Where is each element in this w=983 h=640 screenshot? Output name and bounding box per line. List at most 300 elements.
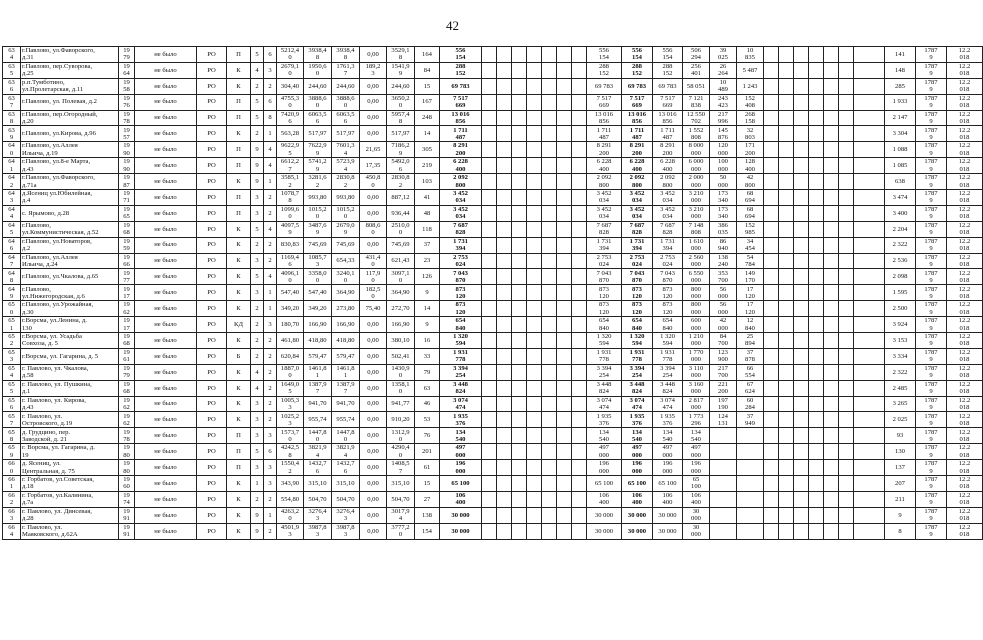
cell-empty — [482, 126, 497, 142]
cell-empty — [542, 142, 557, 158]
cell-empty — [542, 412, 557, 428]
cell-s1: 196 000 — [587, 460, 622, 476]
cell-s7: 2 147 — [885, 110, 916, 126]
cell-prev: не было — [135, 507, 197, 523]
cell-no: 64 3 — [3, 190, 21, 206]
cell-empty — [482, 301, 497, 317]
cell-empty — [764, 285, 779, 301]
cell-d1: 1787 9 — [916, 174, 947, 190]
cell-s6 — [854, 523, 885, 539]
cell-ro: РО — [197, 126, 227, 142]
cell-a5: 621,43 — [387, 253, 415, 269]
cell-s7: 2 500 — [885, 301, 916, 317]
cell-s7: 3 924 — [885, 317, 916, 333]
cell-s2: 30 000 — [653, 523, 683, 539]
cell-empty — [557, 110, 572, 126]
cell-year: 19 17 — [119, 317, 135, 333]
cell-a4: 0,00 — [360, 396, 387, 412]
cell-fl: 9 — [251, 142, 264, 158]
cell-d2: 12.2 018 — [947, 253, 983, 269]
cell-s1: 3 074 474 — [587, 396, 622, 412]
cell-a2: 1015,2 0 — [304, 205, 332, 221]
cell-empty — [794, 190, 809, 206]
cell-addr: г.Павлово, ул.8-е Марта, д.43 — [21, 158, 119, 174]
cell-ro: РО — [197, 158, 227, 174]
cell-en: 6 — [264, 444, 277, 460]
cell-empty — [572, 94, 587, 110]
cell-empty — [779, 237, 794, 253]
cell-d2: 12.2 018 — [947, 174, 983, 190]
cell-d2: 12.2 018 — [947, 47, 983, 63]
cell-mat: К — [227, 78, 251, 94]
cell-total: 3 394 254 — [440, 364, 482, 380]
cell-empty — [824, 491, 839, 507]
cell-s2: 288 152 — [622, 62, 653, 78]
cell-empty — [809, 476, 824, 492]
cell-d2: 12.2 018 — [947, 476, 983, 492]
cell-empty — [497, 491, 512, 507]
cell-s4: 123 900 — [710, 348, 737, 364]
cell-mat: П — [227, 110, 251, 126]
cell-empty — [527, 412, 542, 428]
cell-ro: РО — [197, 269, 227, 285]
cell-s5: 12 840 — [737, 317, 764, 333]
cell-s1: 8 291 200 — [587, 142, 622, 158]
cell-s6 — [854, 221, 885, 237]
cell-s4: 120 000 — [710, 142, 737, 158]
cell-s4: 243 423 — [710, 94, 737, 110]
cell-addr: г. Павлово, ул. Чкалова, д.58 — [21, 364, 119, 380]
cell-en: 3 — [264, 62, 277, 78]
cell-a2: 504,70 — [304, 491, 332, 507]
cell-empty — [824, 47, 839, 63]
cell-empty — [764, 507, 779, 523]
cell-total: 30 000 — [440, 523, 482, 539]
cell-empty — [572, 221, 587, 237]
cell-empty — [794, 412, 809, 428]
cell-total: 8 291 200 — [440, 142, 482, 158]
cell-s2: 1 935 376 — [653, 412, 683, 428]
cell-empty — [839, 142, 854, 158]
cell-a3: 3987,8 3 — [332, 523, 360, 539]
cell-a5: 1312,9 0 — [387, 428, 415, 444]
cell-empty — [794, 396, 809, 412]
cell-empty — [497, 285, 512, 301]
cell-empty — [839, 491, 854, 507]
cell-no: 64 8 — [3, 269, 21, 285]
cell-s5 — [737, 523, 764, 539]
cell-empty — [497, 47, 512, 63]
cell-s2: 3 448 824 — [653, 380, 683, 396]
cell-empty — [482, 174, 497, 190]
cell-empty — [557, 333, 572, 349]
cell-empty — [512, 444, 527, 460]
cell-empty — [572, 412, 587, 428]
cell-year: 19 78 — [119, 428, 135, 444]
cell-addr: г.Павлово, ул.Фаворского, д.31 — [21, 47, 119, 63]
cell-empty — [794, 380, 809, 396]
cell-s3: 12 550 702 — [683, 110, 710, 126]
cell-a1: 4263,2 0 — [277, 507, 304, 523]
cell-n: 46 — [415, 396, 440, 412]
cell-s2: 3 452 034 — [622, 205, 653, 221]
cell-ro: РО — [197, 205, 227, 221]
cell-a1: 5212,4 0 — [277, 47, 304, 63]
cell-year: 19 74 — [119, 491, 135, 507]
cell-total: 654 840 — [440, 317, 482, 333]
cell-no: 66 3 — [3, 507, 21, 523]
cell-prev: не было — [135, 412, 197, 428]
cell-empty — [497, 428, 512, 444]
cell-a2: 3276,4 3 — [304, 507, 332, 523]
cell-mat: К — [227, 269, 251, 285]
cell-empty — [497, 126, 512, 142]
cell-d1: 1787 9 — [916, 333, 947, 349]
cell-empty — [794, 460, 809, 476]
cell-n: 126 — [415, 269, 440, 285]
cell-s4: 39 025 — [710, 47, 737, 63]
cell-s7: 130 — [885, 444, 916, 460]
cell-year: 19 76 — [119, 94, 135, 110]
cell-s4: 56 000 — [710, 285, 737, 301]
cell-s4 — [710, 491, 737, 507]
cell-s6 — [854, 190, 885, 206]
cell-s2: 1 711 487 — [653, 126, 683, 142]
cell-a3: 244,60 — [332, 78, 360, 94]
cell-s4: 138 240 — [710, 253, 737, 269]
cell-a1: 6612,2 7 — [277, 158, 304, 174]
cell-addr: г. Павлово, ул. Динсевая, д.28 — [21, 507, 119, 523]
cell-empty — [527, 460, 542, 476]
cell-s2: 497 000 — [622, 444, 653, 460]
cell-a1: 830,83 — [277, 237, 304, 253]
cell-empty — [824, 460, 839, 476]
cell-d1: 1787 9 — [916, 444, 947, 460]
cell-empty — [572, 317, 587, 333]
cell-empty — [557, 444, 572, 460]
cell-empty — [824, 237, 839, 253]
cell-n: 138 — [415, 507, 440, 523]
cell-d2: 12.2 018 — [947, 126, 983, 142]
cell-s4: 124 131 — [710, 412, 737, 428]
cell-s4: 173 340 — [710, 190, 737, 206]
cell-empty — [794, 523, 809, 539]
cell-empty — [764, 94, 779, 110]
cell-empty — [512, 412, 527, 428]
cell-empty — [497, 333, 512, 349]
cell-empty — [542, 110, 557, 126]
cell-a3: 3240,1 0 — [332, 269, 360, 285]
cell-no: 65 5 — [3, 380, 21, 396]
cell-a3: 166,90 — [332, 317, 360, 333]
table-row — [3, 142, 983, 158]
cell-a2: 349,20 — [304, 301, 332, 317]
cell-s1: 69 783 — [587, 78, 622, 94]
cell-empty — [527, 301, 542, 317]
cell-addr: д. Грудцино, пер. Заводской, д. 21 — [21, 428, 119, 444]
cell-ro: РО — [197, 78, 227, 94]
cell-ro: РО — [197, 285, 227, 301]
cell-empty — [794, 491, 809, 507]
cell-empty — [527, 94, 542, 110]
cell-a1: 1169,4 6 — [277, 253, 304, 269]
cell-empty — [809, 364, 824, 380]
cell-empty — [512, 158, 527, 174]
cell-empty — [512, 317, 527, 333]
cell-empty — [824, 317, 839, 333]
cell-s4: 50 000 — [710, 174, 737, 190]
cell-prev: не было — [135, 380, 197, 396]
cell-empty — [779, 364, 794, 380]
cell-empty — [824, 364, 839, 380]
cell-a4: 0,00 — [360, 428, 387, 444]
cell-a3: 1015,2 0 — [332, 205, 360, 221]
cell-empty — [794, 348, 809, 364]
cell-a2: 3358,0 0 — [304, 269, 332, 285]
cell-empty — [839, 94, 854, 110]
cell-ro: РО — [197, 380, 227, 396]
cell-en: 1 — [264, 174, 277, 190]
cell-d1: 1787 9 — [916, 253, 947, 269]
cell-a5: 3529,1 8 — [387, 47, 415, 63]
cell-ro: РО — [197, 412, 227, 428]
cell-s2: 65 100 — [653, 476, 683, 492]
cell-mat: П — [227, 47, 251, 63]
cell-s2: 2 753 024 — [622, 253, 653, 269]
cell-s2: 556 154 — [653, 47, 683, 63]
cell-empty — [809, 221, 824, 237]
cell-empty — [557, 491, 572, 507]
cell-empty — [572, 491, 587, 507]
cell-empty — [764, 253, 779, 269]
cell-total: 69 783 — [440, 78, 482, 94]
cell-a5: 244,60 — [387, 78, 415, 94]
cell-empty — [557, 301, 572, 317]
cell-s3: 134 540 — [683, 428, 710, 444]
cell-n: 61 — [415, 460, 440, 476]
table-row — [3, 412, 983, 428]
cell-s6 — [854, 333, 885, 349]
cell-empty — [809, 190, 824, 206]
cell-no: 63 6 — [3, 78, 21, 94]
cell-a5: 1408,5 7 — [387, 460, 415, 476]
cell-empty — [824, 78, 839, 94]
cell-s5: 17 120 — [737, 285, 764, 301]
cell-mat: К — [227, 507, 251, 523]
cell-empty — [527, 253, 542, 269]
cell-empty — [512, 62, 527, 78]
cell-en: 2 — [264, 348, 277, 364]
cell-empty — [497, 110, 512, 126]
cell-s6 — [854, 174, 885, 190]
cell-s3: 256 401 — [683, 62, 710, 78]
cell-d2: 12.2 018 — [947, 333, 983, 349]
cell-empty — [779, 396, 794, 412]
cell-empty — [809, 348, 824, 364]
cell-s6 — [854, 364, 885, 380]
cell-s2: 1 935 376 — [622, 412, 653, 428]
cell-mat: К — [227, 396, 251, 412]
cell-total: 2 092 800 — [440, 174, 482, 190]
cell-prev: не было — [135, 396, 197, 412]
cell-s2: 3 448 824 — [622, 380, 653, 396]
cell-s5: 152 985 — [737, 221, 764, 237]
cell-empty — [527, 364, 542, 380]
cell-addr: г.Павлово, ул.Аллея Ильича, д.24 — [21, 253, 119, 269]
table-row — [3, 460, 983, 476]
cell-empty — [572, 190, 587, 206]
cell-a2: 1387,9 7 — [304, 380, 332, 396]
cell-s7: 2 098 — [885, 269, 916, 285]
cell-addr: г. Горбатов, ул.Советская, д.18 — [21, 476, 119, 492]
cell-s3: 1 210 000 — [683, 333, 710, 349]
cell-a1: 9622,9 5 — [277, 142, 304, 158]
cell-s6 — [854, 412, 885, 428]
cell-a4: 431,4 0 — [360, 253, 387, 269]
cell-total: 1 931 778 — [440, 348, 482, 364]
cell-no: 65 0 — [3, 301, 21, 317]
cell-empty — [512, 94, 527, 110]
cell-empty — [482, 253, 497, 269]
cell-s6 — [854, 94, 885, 110]
cell-total: 65 100 — [440, 476, 482, 492]
cell-a2: 3888,6 0 — [304, 94, 332, 110]
cell-year: 19 59 — [119, 237, 135, 253]
cell-a2: 993,80 — [304, 190, 332, 206]
cell-empty — [527, 333, 542, 349]
cell-s1: 7 043 870 — [587, 269, 622, 285]
cell-ro: РО — [197, 317, 227, 333]
cell-a1: 2679,1 0 — [277, 62, 304, 78]
cell-empty — [557, 126, 572, 142]
cell-empty — [764, 364, 779, 380]
cell-a4: 0,00 — [360, 94, 387, 110]
cell-n: 9 — [415, 285, 440, 301]
cell-empty — [557, 380, 572, 396]
cell-s7: 2 536 — [885, 253, 916, 269]
cell-s2: 2 092 800 — [622, 174, 653, 190]
cell-empty — [542, 253, 557, 269]
cell-n: 15 — [415, 78, 440, 94]
table-row — [3, 491, 983, 507]
cell-empty — [527, 110, 542, 126]
cell-empty — [809, 269, 824, 285]
cell-empty — [572, 301, 587, 317]
cell-s1: 556 154 — [587, 47, 622, 63]
cell-empty — [482, 110, 497, 126]
cell-fl: 2 — [251, 348, 264, 364]
cell-a3: 2830,8 2 — [332, 174, 360, 190]
cell-ro: РО — [197, 62, 227, 78]
cell-n: 201 — [415, 444, 440, 460]
cell-d1: 1787 9 — [916, 507, 947, 523]
cell-d1: 1787 9 — [916, 460, 947, 476]
cell-d1: 1787 9 — [916, 94, 947, 110]
cell-empty — [497, 221, 512, 237]
cell-empty — [557, 523, 572, 539]
cell-d2: 12.2 018 — [947, 62, 983, 78]
cell-empty — [557, 428, 572, 444]
cell-addr: г.Павлово, ул.Аллея Ильича, д.19 — [21, 142, 119, 158]
cell-no: 64 9 — [3, 285, 21, 301]
cell-s4 — [710, 428, 737, 444]
cell-empty — [572, 253, 587, 269]
cell-a1: 4755,3 0 — [277, 94, 304, 110]
cell-no: 64 5 — [3, 221, 21, 237]
table-row — [3, 317, 983, 333]
cell-a4: 0,00 — [360, 460, 387, 476]
cell-s7: 3 265 — [885, 396, 916, 412]
cell-ro: РО — [197, 142, 227, 158]
cell-d2: 12.2 018 — [947, 460, 983, 476]
cell-no: 64 2 — [3, 174, 21, 190]
cell-a3: 3888,6 0 — [332, 94, 360, 110]
cell-total: 134 540 — [440, 428, 482, 444]
cell-s4 — [710, 523, 737, 539]
cell-empty — [824, 158, 839, 174]
cell-s1: 3 452 034 — [587, 190, 622, 206]
cell-a1: 1025,2 3 — [277, 412, 304, 428]
cell-en: 2 — [264, 78, 277, 94]
cell-year: 19 66 — [119, 253, 135, 269]
cell-n: 248 — [415, 110, 440, 126]
cell-s3: 1 773 296 — [683, 412, 710, 428]
cell-empty — [527, 491, 542, 507]
cell-empty — [824, 126, 839, 142]
table-row — [3, 301, 983, 317]
cell-s6 — [854, 78, 885, 94]
cell-empty — [839, 174, 854, 190]
table-row — [3, 507, 983, 523]
cell-empty — [527, 221, 542, 237]
cell-s5: 37 949 — [737, 412, 764, 428]
cell-empty — [572, 364, 587, 380]
cell-empty — [572, 110, 587, 126]
cell-fl: 9 — [251, 523, 264, 539]
cell-prev: не было — [135, 364, 197, 380]
cell-empty — [527, 348, 542, 364]
cell-en: 1 — [264, 285, 277, 301]
cell-empty — [572, 269, 587, 285]
cell-empty — [497, 301, 512, 317]
cell-empty — [572, 428, 587, 444]
cell-empty — [542, 78, 557, 94]
cell-empty — [794, 158, 809, 174]
cell-d2: 12.2 018 — [947, 507, 983, 523]
cell-empty — [572, 444, 587, 460]
table-row — [3, 364, 983, 380]
cell-empty — [527, 523, 542, 539]
cell-s5: 34 454 — [737, 237, 764, 253]
table-row — [3, 523, 983, 539]
cell-s6 — [854, 491, 885, 507]
cell-a2: 745,69 — [304, 237, 332, 253]
cell-empty — [497, 348, 512, 364]
cell-s6 — [854, 301, 885, 317]
cell-empty — [557, 285, 572, 301]
cell-total: 3 448 824 — [440, 380, 482, 396]
cell-s7: 148 — [885, 62, 916, 78]
cell-s5: 268 158 — [737, 110, 764, 126]
cell-s5 — [737, 444, 764, 460]
cell-en: 3 — [264, 476, 277, 492]
cell-a3: 941,70 — [332, 396, 360, 412]
cell-d2: 12.2 018 — [947, 444, 983, 460]
cell-mat: П — [227, 205, 251, 221]
cell-a2: 7622,9 9 — [304, 142, 332, 158]
cell-empty — [542, 317, 557, 333]
cell-empty — [809, 78, 824, 94]
